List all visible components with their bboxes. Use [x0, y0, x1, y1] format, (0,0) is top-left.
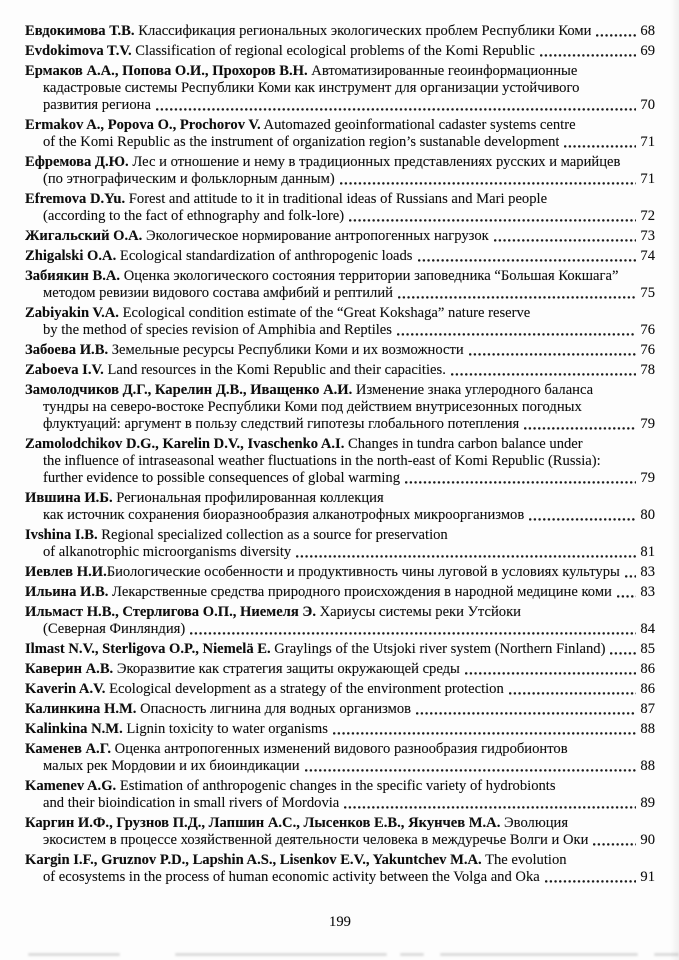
entry-text: Ivshina I.B. Regional specialized collection as a source for preservation — [25, 527, 448, 543]
toc-line — [25, 362, 655, 379]
toc-line — [25, 681, 655, 698]
toc-line — [25, 248, 655, 265]
entry-page-number: 81 — [640, 544, 655, 560]
entry-text: Evdokimova T.V. Classification of regional ecological problems of the Komi Republic — [25, 43, 535, 59]
dot-leader — [509, 681, 637, 698]
entry-text: Каверин А.В. Экоразвитие как стратегия защиты окружающей среды — [25, 661, 460, 677]
entry-authors: Иевлев Н.И. — [25, 564, 107, 580]
dot-leader — [564, 134, 636, 151]
entry-text: как источник сохранения биоразнообразия алканотрофных микроорганизмов — [43, 507, 525, 523]
entry-authors: Калинкина Н.М. — [25, 701, 137, 717]
toc-line — [25, 564, 655, 581]
toc-line — [43, 507, 655, 524]
dot-leader — [333, 721, 636, 738]
entry-page-number: 70 — [640, 97, 655, 113]
dot-leader — [397, 322, 636, 339]
toc-entry — [25, 741, 655, 775]
entry-text: (Северная Финляндия) — [43, 621, 186, 637]
toc-line — [43, 399, 655, 416]
entry-authors: Kaverin A.V. — [25, 681, 106, 697]
entry-authors: Ефремова Д.Ю. — [25, 154, 129, 170]
dot-leader — [416, 701, 636, 718]
toc-entry — [25, 584, 655, 601]
dot-leader — [596, 23, 636, 40]
toc-entry — [25, 604, 655, 638]
entry-page-number: 80 — [640, 507, 655, 523]
toc-entry — [25, 701, 655, 718]
entry-text: Zabiyakin V.A. Ecological condition estimate of the “Great Kokshaga” nature reserve — [25, 305, 531, 321]
entry-authors: Kalinkina N.M. — [25, 721, 123, 737]
toc-entry — [25, 815, 655, 849]
toc-line — [25, 436, 655, 453]
entry-authors: Zamolodchikov D.G., Karelin D.V., Ivaschenko A.I. — [25, 436, 345, 452]
toc-entry — [25, 191, 655, 225]
toc-entry — [25, 721, 655, 738]
toc-line — [43, 544, 655, 561]
toc-line — [25, 191, 655, 208]
toc-line — [43, 322, 655, 339]
entry-text: малых рек Мордовии и их биоиндикации — [43, 758, 300, 774]
entry-page-number: 90 — [640, 832, 655, 848]
dot-leader — [305, 758, 637, 775]
dot-leader — [398, 285, 636, 302]
toc-line — [25, 268, 655, 285]
entry-text: Забиякин В.А. Оценка экологического состояния территории заповедника “Большая Кокшага” — [25, 268, 619, 284]
entry-text: развития региона — [43, 97, 151, 113]
toc-line — [43, 832, 655, 849]
toc-entry — [25, 527, 655, 561]
toc-entry — [25, 564, 655, 581]
toc-line — [25, 490, 655, 507]
entry-text: Забоева И.В. Земельные ресурсы Республики Коми и их возможности — [25, 342, 464, 358]
entry-page-number: 87 — [640, 701, 655, 717]
toc-line — [25, 117, 655, 134]
dot-leader — [524, 416, 636, 433]
dot-leader — [156, 97, 636, 114]
dot-leader — [465, 661, 637, 678]
entry-page-number: 91 — [640, 869, 655, 885]
toc-entry — [25, 154, 655, 188]
entry-page-number: 71 — [640, 171, 655, 187]
entry-page-number: 88 — [640, 758, 655, 774]
entry-text: Ильмаст Н.В., Стерлигова О.П., Ниемеля Э. Хариусы системы реки Утсйоки — [25, 604, 521, 620]
toc-line — [43, 208, 655, 225]
entry-page-number: 85 — [640, 641, 655, 657]
entry-text: флуктуаций: аргумент в пользу следствий гипотезы глобального потепления — [43, 416, 520, 432]
entry-text: Kargin I.F., Gruznov P.D., Lapshin A.S., Lisenkov E.V., Yakuntchev M.A. The evolution — [25, 852, 567, 868]
entry-text: методом ревизии видового состава амфибий и рептилий — [43, 285, 393, 301]
toc-entry — [25, 23, 655, 40]
entry-page-number: 86 — [640, 681, 655, 697]
dot-leader — [296, 544, 636, 561]
toc-entry — [25, 228, 655, 245]
entry-page-number: 71 — [640, 134, 655, 150]
toc-line — [25, 382, 655, 399]
dot-leader — [593, 832, 636, 849]
entry-authors: Ившина И.Б. — [25, 490, 113, 506]
toc-line — [43, 134, 655, 151]
toc-entry — [25, 436, 655, 487]
toc-list — [25, 23, 655, 886]
entry-text: of alkanotrophic microorganisms diversity — [43, 544, 292, 560]
entry-page-number: 89 — [640, 795, 655, 811]
dot-leader — [349, 208, 636, 225]
dot-leader — [451, 362, 637, 379]
entry-page-number: 78 — [640, 362, 655, 378]
toc-line — [25, 228, 655, 245]
entry-text: Ermakov A., Popova O., Prochorov V. Automazed geoinformational cadaster systems centre — [25, 117, 576, 133]
entry-authors: Каргин И.Ф., Грузнов П.Д., Лапшин А.С., Лысенков Е.В., Якунчев М.А. — [25, 815, 501, 831]
toc-entry — [25, 63, 655, 114]
entry-text: Ившина И.Б. Региональная профилированная коллекция — [25, 490, 384, 506]
toc-line — [25, 23, 655, 40]
toc-entry — [25, 117, 655, 151]
entry-authors: Efremova D.Yu. — [25, 191, 126, 207]
toc-line — [25, 604, 655, 621]
entry-text: and their bioindication in small rivers of Mordovia — [43, 795, 340, 811]
entry-page-number: 76 — [640, 342, 655, 358]
toc-line — [25, 527, 655, 544]
toc-line — [43, 869, 655, 886]
entry-text: further evidence to possible consequences of global warming — [43, 470, 401, 486]
entry-page-number: 72 — [640, 208, 655, 224]
entry-text: (according to the fact of ethnography and folk-lore) — [43, 208, 345, 224]
entry-text: Калинкина Н.М. Опасность лигнина для водных организмов — [25, 701, 412, 717]
toc-entry — [25, 641, 655, 658]
toc-line — [25, 721, 655, 738]
entry-authors: Каверин А.В. — [25, 661, 114, 677]
toc-line — [25, 154, 655, 171]
toc-line — [25, 701, 655, 718]
dot-leader — [494, 228, 637, 245]
dot-leader — [190, 621, 636, 638]
entry-authors: Евдокимова Т.В. — [25, 23, 135, 39]
entry-text: Kaverin A.V. Ecological development as a strategy of the environment protection — [25, 681, 504, 697]
entry-text: Zhigalski O.A. Ecological standardization of anthropogenic loads — [25, 248, 413, 264]
entry-text: Ермаков А.А., Попова О.И., Прохоров В.Н. Автоматизированные геоинформационные — [25, 63, 578, 79]
toc-line — [43, 171, 655, 188]
dot-leader — [540, 43, 636, 60]
toc-line — [25, 584, 655, 601]
entry-page-number: 73 — [640, 228, 655, 244]
toc-line — [25, 852, 655, 869]
toc-entry — [25, 248, 655, 265]
entry-text: Иевлев Н.И.Биологические особенности и продуктивность чины луговой в условиях культуры — [25, 564, 620, 580]
entry-authors: Zaboeva I.V. — [25, 362, 104, 378]
dot-leader — [617, 584, 637, 601]
entry-authors: Evdokimova T.V. — [25, 43, 132, 59]
dot-leader — [418, 248, 637, 265]
entry-page-number: 84 — [640, 621, 655, 637]
toc-line — [43, 97, 655, 114]
toc-line — [25, 63, 655, 80]
entry-text: кадастровые системы Республики Коми как инструмент для организации устойчивого — [43, 80, 580, 96]
page-footer — [25, 914, 655, 931]
entry-text: Zamolodchikov D.G., Karelin D.V., Ivaschenko A.I. Changes in tundra carbon balance under — [25, 436, 583, 452]
toc-entry — [25, 661, 655, 678]
scan-artifact — [654, 953, 679, 956]
entry-page-number: 74 — [640, 248, 655, 264]
entry-authors: Забиякин В.А. — [25, 268, 121, 284]
page-number: 199 — [329, 914, 351, 930]
entry-text: экосистем в процессе хозяйственной деятельности человека в междуречье Волги и Оки — [43, 832, 589, 848]
entry-text: Kalinkina N.M. Lignin toxicity to water organisms — [25, 721, 328, 737]
toc-entry — [25, 382, 655, 433]
entry-text: Ефремова Д.Ю. Лес и отношение и нему в традиционных представлениях русских и марийцев — [25, 154, 621, 170]
entry-text: (по этнографическим и фольклорным данным) — [43, 171, 335, 187]
toc-entry — [25, 268, 655, 302]
dot-leader — [545, 869, 637, 886]
entry-text: Ilmast N.V., Sterligova O.P., Niemelä E. Graylings of the Utsjoki river system (Northern Finland) — [25, 641, 606, 657]
entry-text: Каменев А.Г. Оценка антропогенных изменений видового разнообразия гидробионтов — [25, 741, 568, 757]
scan-artifact — [28, 953, 120, 956]
entry-authors: Kargin I.F., Gruznov P.D., Lapshin A.S., Lisenkov E.V., Yakuntchev M.A. — [25, 852, 482, 868]
toc-line — [25, 778, 655, 795]
toc-entry — [25, 362, 655, 379]
toc-line — [25, 641, 655, 658]
entry-text: the influence of intraseasonal weather fluctuations in the north-east of Komi Republic (Russia): — [43, 453, 601, 469]
entry-text: Замолодчиков Д.Г., Карелин Д.В., Иващенко А.И. Изменение знака углеродного баланса — [25, 382, 594, 398]
entry-text: Ильина И.В. Лекарственные средства природного происхождения в народной медицине коми — [25, 584, 612, 600]
toc-entry — [25, 305, 655, 339]
entry-authors: Ильина И.В. — [25, 584, 109, 600]
toc-line — [43, 416, 655, 433]
entry-text: by the method of species revision of Amphibia and Reptiles — [43, 322, 392, 338]
toc-line — [43, 795, 655, 812]
entry-text: of the Komi Republic as the instrument of organization region’s sustanable development — [43, 134, 560, 150]
toc-line — [43, 758, 655, 775]
entry-authors: Ильмаст Н.В., Стерлигова О.П., Ниемеля Э. — [25, 604, 316, 620]
entry-text: Жигальский О.А. Экологическое нормирование антропогенных нагрузок — [25, 228, 489, 244]
toc-line — [43, 470, 655, 487]
entry-authors: Ермаков А.А., Попова О.И., Прохоров В.Н. — [25, 63, 308, 79]
dot-leader — [610, 641, 636, 658]
toc-line — [25, 661, 655, 678]
toc-line — [43, 621, 655, 638]
scan-artifact — [175, 953, 387, 956]
toc-entry — [25, 490, 655, 524]
toc-entry — [25, 43, 655, 60]
entry-authors: Забоева И.В. — [25, 342, 109, 358]
entry-page-number: 79 — [640, 470, 655, 486]
dot-leader — [344, 795, 636, 812]
toc-entry — [25, 852, 655, 886]
entry-authors: Zhigalski O.A. — [25, 248, 117, 264]
dot-leader — [340, 171, 637, 188]
dot-leader — [405, 470, 636, 487]
toc-entry — [25, 681, 655, 698]
entry-page-number: 68 — [640, 23, 655, 39]
toc-line — [43, 80, 655, 97]
entry-authors: Ivshina I.B. — [25, 527, 98, 543]
toc-line — [25, 815, 655, 832]
entry-authors: Замолодчиков Д.Г., Карелин Д.В., Иващенко А.И. — [25, 382, 353, 398]
entry-authors: Жигальский О.А. — [25, 228, 143, 244]
entry-authors: Kamenev A.G. — [25, 778, 117, 794]
entry-authors: Ermakov A., Popova O., Prochorov V. — [25, 117, 261, 133]
scan-artifact — [440, 953, 638, 956]
toc-entry — [25, 778, 655, 812]
entry-text: Каргин И.Ф., Грузнов П.Д., Лапшин А.С., Лысенков Е.В., Якунчев М.А. Эволюция — [25, 815, 569, 831]
entry-page-number: 86 — [640, 661, 655, 677]
toc-line — [43, 285, 655, 302]
entry-page-number: 76 — [640, 322, 655, 338]
dot-leader — [625, 564, 637, 581]
entry-text: Efremova D.Yu. Forest and attitude to it in traditional ideas of Russians and Mari people — [25, 191, 548, 207]
toc-line — [25, 43, 655, 60]
toc-line — [25, 305, 655, 322]
entry-page-number: 83 — [640, 584, 655, 600]
scan-artifact — [400, 953, 424, 956]
entry-text: тундры на северо-востоке Республики Коми под действием внутрисезонных погодных — [43, 399, 582, 415]
entry-page-number: 88 — [640, 721, 655, 737]
dot-leader — [529, 507, 636, 524]
entry-text: Kamenev A.G. Estimation of anthropogenic changes in the specific variety of hydrobionts — [25, 778, 556, 794]
toc-line — [25, 342, 655, 359]
entry-text: Zaboeva I.V. Land resources in the Komi Republic and their capacities. — [25, 362, 446, 378]
entry-authors: Zabiyakin V.A. — [25, 305, 119, 321]
entry-text: of ecosystems in the process of human economic activity between the Volga and Oka — [43, 869, 540, 885]
entry-authors: Ilmast N.V., Sterligova O.P., Niemelä E. — [25, 641, 271, 657]
toc-line — [43, 453, 655, 470]
toc-entry — [25, 342, 655, 359]
entry-page-number: 75 — [640, 285, 655, 301]
entry-page-number: 79 — [640, 416, 655, 432]
entry-page-number: 83 — [640, 564, 655, 580]
entry-page-number: 69 — [640, 43, 655, 59]
dot-leader — [469, 342, 637, 359]
toc-line — [25, 741, 655, 758]
entry-authors: Каменев А.Г. — [25, 741, 111, 757]
entry-text: Евдокимова Т.В. Классификация региональных экологических проблем Республики Коми — [25, 23, 592, 39]
